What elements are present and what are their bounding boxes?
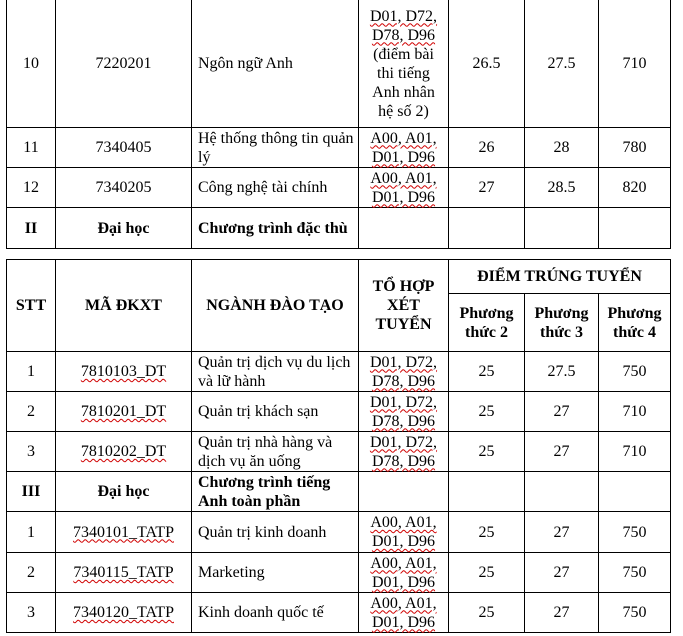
row-pt3: 27.5	[525, 352, 599, 392]
header-code: MÃ ĐKXT	[56, 260, 192, 352]
row-pt3: 28.5	[525, 168, 599, 208]
combo-line: D01, D72,	[369, 433, 438, 451]
code-text: 7340120_TATP	[73, 604, 174, 621]
empty-cell	[449, 208, 525, 249]
combo-line: D78, D96	[371, 372, 436, 390]
empty-cell	[359, 208, 449, 249]
section-title: Chương trình tiếng Anh toàn phần	[192, 472, 359, 512]
combo-line: D01, D96	[371, 613, 436, 631]
row-combo	[359, 512, 449, 553]
row-combo	[359, 392, 449, 432]
combo-line: A00, A01,	[370, 129, 437, 147]
header-combo: TỔ HỢP XÉT TUYỂN	[359, 260, 449, 352]
combo-line: D01, D72,	[369, 7, 438, 25]
section-code: Đại học	[56, 472, 192, 512]
row-pt4: 820	[599, 168, 671, 208]
row-pt4: 710	[599, 432, 671, 472]
row-stt: 12	[7, 168, 56, 208]
row-pt4: 710	[599, 0, 671, 128]
empty-cell	[599, 472, 671, 512]
row-pt4: 750	[599, 553, 671, 593]
row-pt4: 750	[599, 512, 671, 553]
combo-line: A00, A01,	[370, 554, 437, 572]
row-pt3: 27.5	[525, 0, 599, 128]
row-combo	[359, 593, 449, 633]
row-major: Quản trị nhà hàng và dịch vụ ăn uống	[192, 432, 359, 472]
code-text: 7810103_DT	[80, 363, 167, 380]
combo-line: thi tiếng	[377, 64, 430, 82]
combo-line: A00, A01,	[370, 514, 437, 531]
table-row	[7, 352, 671, 392]
row-pt2: 25	[449, 432, 525, 472]
code-text: 7340101_TATP	[73, 523, 174, 541]
combo-line: A00, A01,	[370, 169, 437, 187]
row-code: 7340205	[56, 168, 192, 208]
row-pt2: 26.5	[449, 0, 525, 128]
table-row	[7, 512, 671, 553]
combo-line: D78, D96	[371, 26, 436, 44]
table-row	[7, 0, 671, 128]
row-combo	[359, 432, 449, 472]
row-pt3: 27	[525, 512, 599, 553]
section-code: Đại học	[56, 208, 192, 249]
row-pt3: 27	[525, 392, 599, 432]
combo-line: D78, D96	[371, 412, 436, 430]
row-combo	[359, 0, 449, 128]
admission-table	[6, 259, 671, 633]
row-pt3: 27	[525, 593, 599, 633]
table-row	[7, 168, 671, 208]
row-code	[56, 593, 192, 633]
row-pt4: 750	[599, 352, 671, 392]
empty-cell	[525, 472, 599, 512]
row-pt2: 27	[449, 168, 525, 208]
row-pt2: 26	[449, 128, 525, 168]
header-major: NGÀNH ĐÀO TẠO	[192, 260, 359, 352]
row-pt4: 750	[599, 593, 671, 633]
row-pt2: 25	[449, 392, 525, 432]
table-row	[7, 593, 671, 633]
combo-line: D01, D72,	[369, 393, 438, 411]
row-major: Kinh doanh quốc tế	[192, 593, 359, 633]
header-row	[7, 260, 671, 294]
row-code	[56, 512, 192, 553]
combo-line: D78, D96	[371, 452, 436, 470]
table-row	[7, 553, 671, 593]
admission-table-continued	[6, 0, 671, 249]
row-major: Quản trị khách sạn	[192, 392, 359, 432]
row-stt: 2	[7, 553, 56, 593]
row-pt2: 25	[449, 553, 525, 593]
combo-line: hệ số 2)	[378, 102, 429, 120]
row-pt3: 27	[525, 432, 599, 472]
code-text: 7810201_DT	[80, 403, 167, 420]
row-major: Công nghệ tài chính	[192, 168, 359, 208]
empty-cell	[525, 208, 599, 249]
row-pt4: 710	[599, 392, 671, 432]
row-pt2: 25	[449, 512, 525, 553]
section-stt: II	[7, 208, 56, 249]
empty-cell	[449, 472, 525, 512]
row-pt3: 28	[525, 128, 599, 168]
header-pt2: Phương thức 2	[449, 294, 525, 352]
row-code	[56, 432, 192, 472]
row-pt3: 27	[525, 553, 599, 593]
row-pt2: 25	[449, 593, 525, 633]
combo-line: D01, D72,	[369, 353, 438, 371]
table-row	[7, 128, 671, 168]
combo-line: D01, D96	[371, 148, 436, 166]
header-pt4: Phương thức 4	[599, 294, 671, 352]
row-combo	[359, 553, 449, 593]
combo-line: (điểm bài	[373, 45, 434, 63]
empty-cell	[599, 208, 671, 249]
code-text: 7810202_DT	[80, 443, 167, 460]
row-major: Ngôn ngữ Anh	[192, 0, 359, 128]
combo-line: D01, D96	[371, 573, 436, 591]
row-pt4: 780	[599, 128, 671, 168]
row-code	[56, 392, 192, 432]
row-pt2: 25	[449, 352, 525, 392]
row-stt: 11	[7, 128, 56, 168]
row-stt: 3	[7, 593, 56, 633]
section-row	[7, 208, 671, 249]
row-combo	[359, 352, 449, 392]
row-code	[56, 352, 192, 392]
row-stt: 3	[7, 432, 56, 472]
empty-cell	[359, 472, 449, 512]
row-major: Quản trị dịch vụ du lịch và lữ hành	[192, 352, 359, 392]
code-text: 7340115_TATP	[73, 564, 174, 581]
table-row	[7, 432, 671, 472]
section-row	[7, 472, 671, 512]
combo-line: A00, A01,	[370, 594, 437, 612]
row-major: Quản trị kinh doanh	[192, 512, 359, 553]
row-code: 7220201	[56, 0, 192, 128]
row-major: Marketing	[192, 553, 359, 593]
row-stt: 1	[7, 512, 56, 553]
row-major: Hệ thống thông tin quản lý	[192, 128, 359, 168]
combo-line: Anh nhân	[372, 83, 435, 101]
row-combo	[359, 128, 449, 168]
row-stt: 2	[7, 392, 56, 432]
row-stt: 1	[7, 352, 56, 392]
header-stt: STT	[7, 260, 56, 352]
combo-line: D01, D96	[371, 533, 436, 550]
table-row	[7, 392, 671, 432]
row-stt: 10	[7, 0, 56, 128]
row-code: 7340405	[56, 128, 192, 168]
header-pt3: Phương thức 3	[525, 294, 599, 352]
section-stt: III	[7, 472, 56, 512]
combo-line: D01, D96	[371, 188, 436, 206]
row-code	[56, 553, 192, 593]
section-title: Chương trình đặc thù	[192, 208, 359, 249]
row-combo	[359, 168, 449, 208]
header-score-group: ĐIỂM TRÚNG TUYỂN	[449, 260, 671, 294]
